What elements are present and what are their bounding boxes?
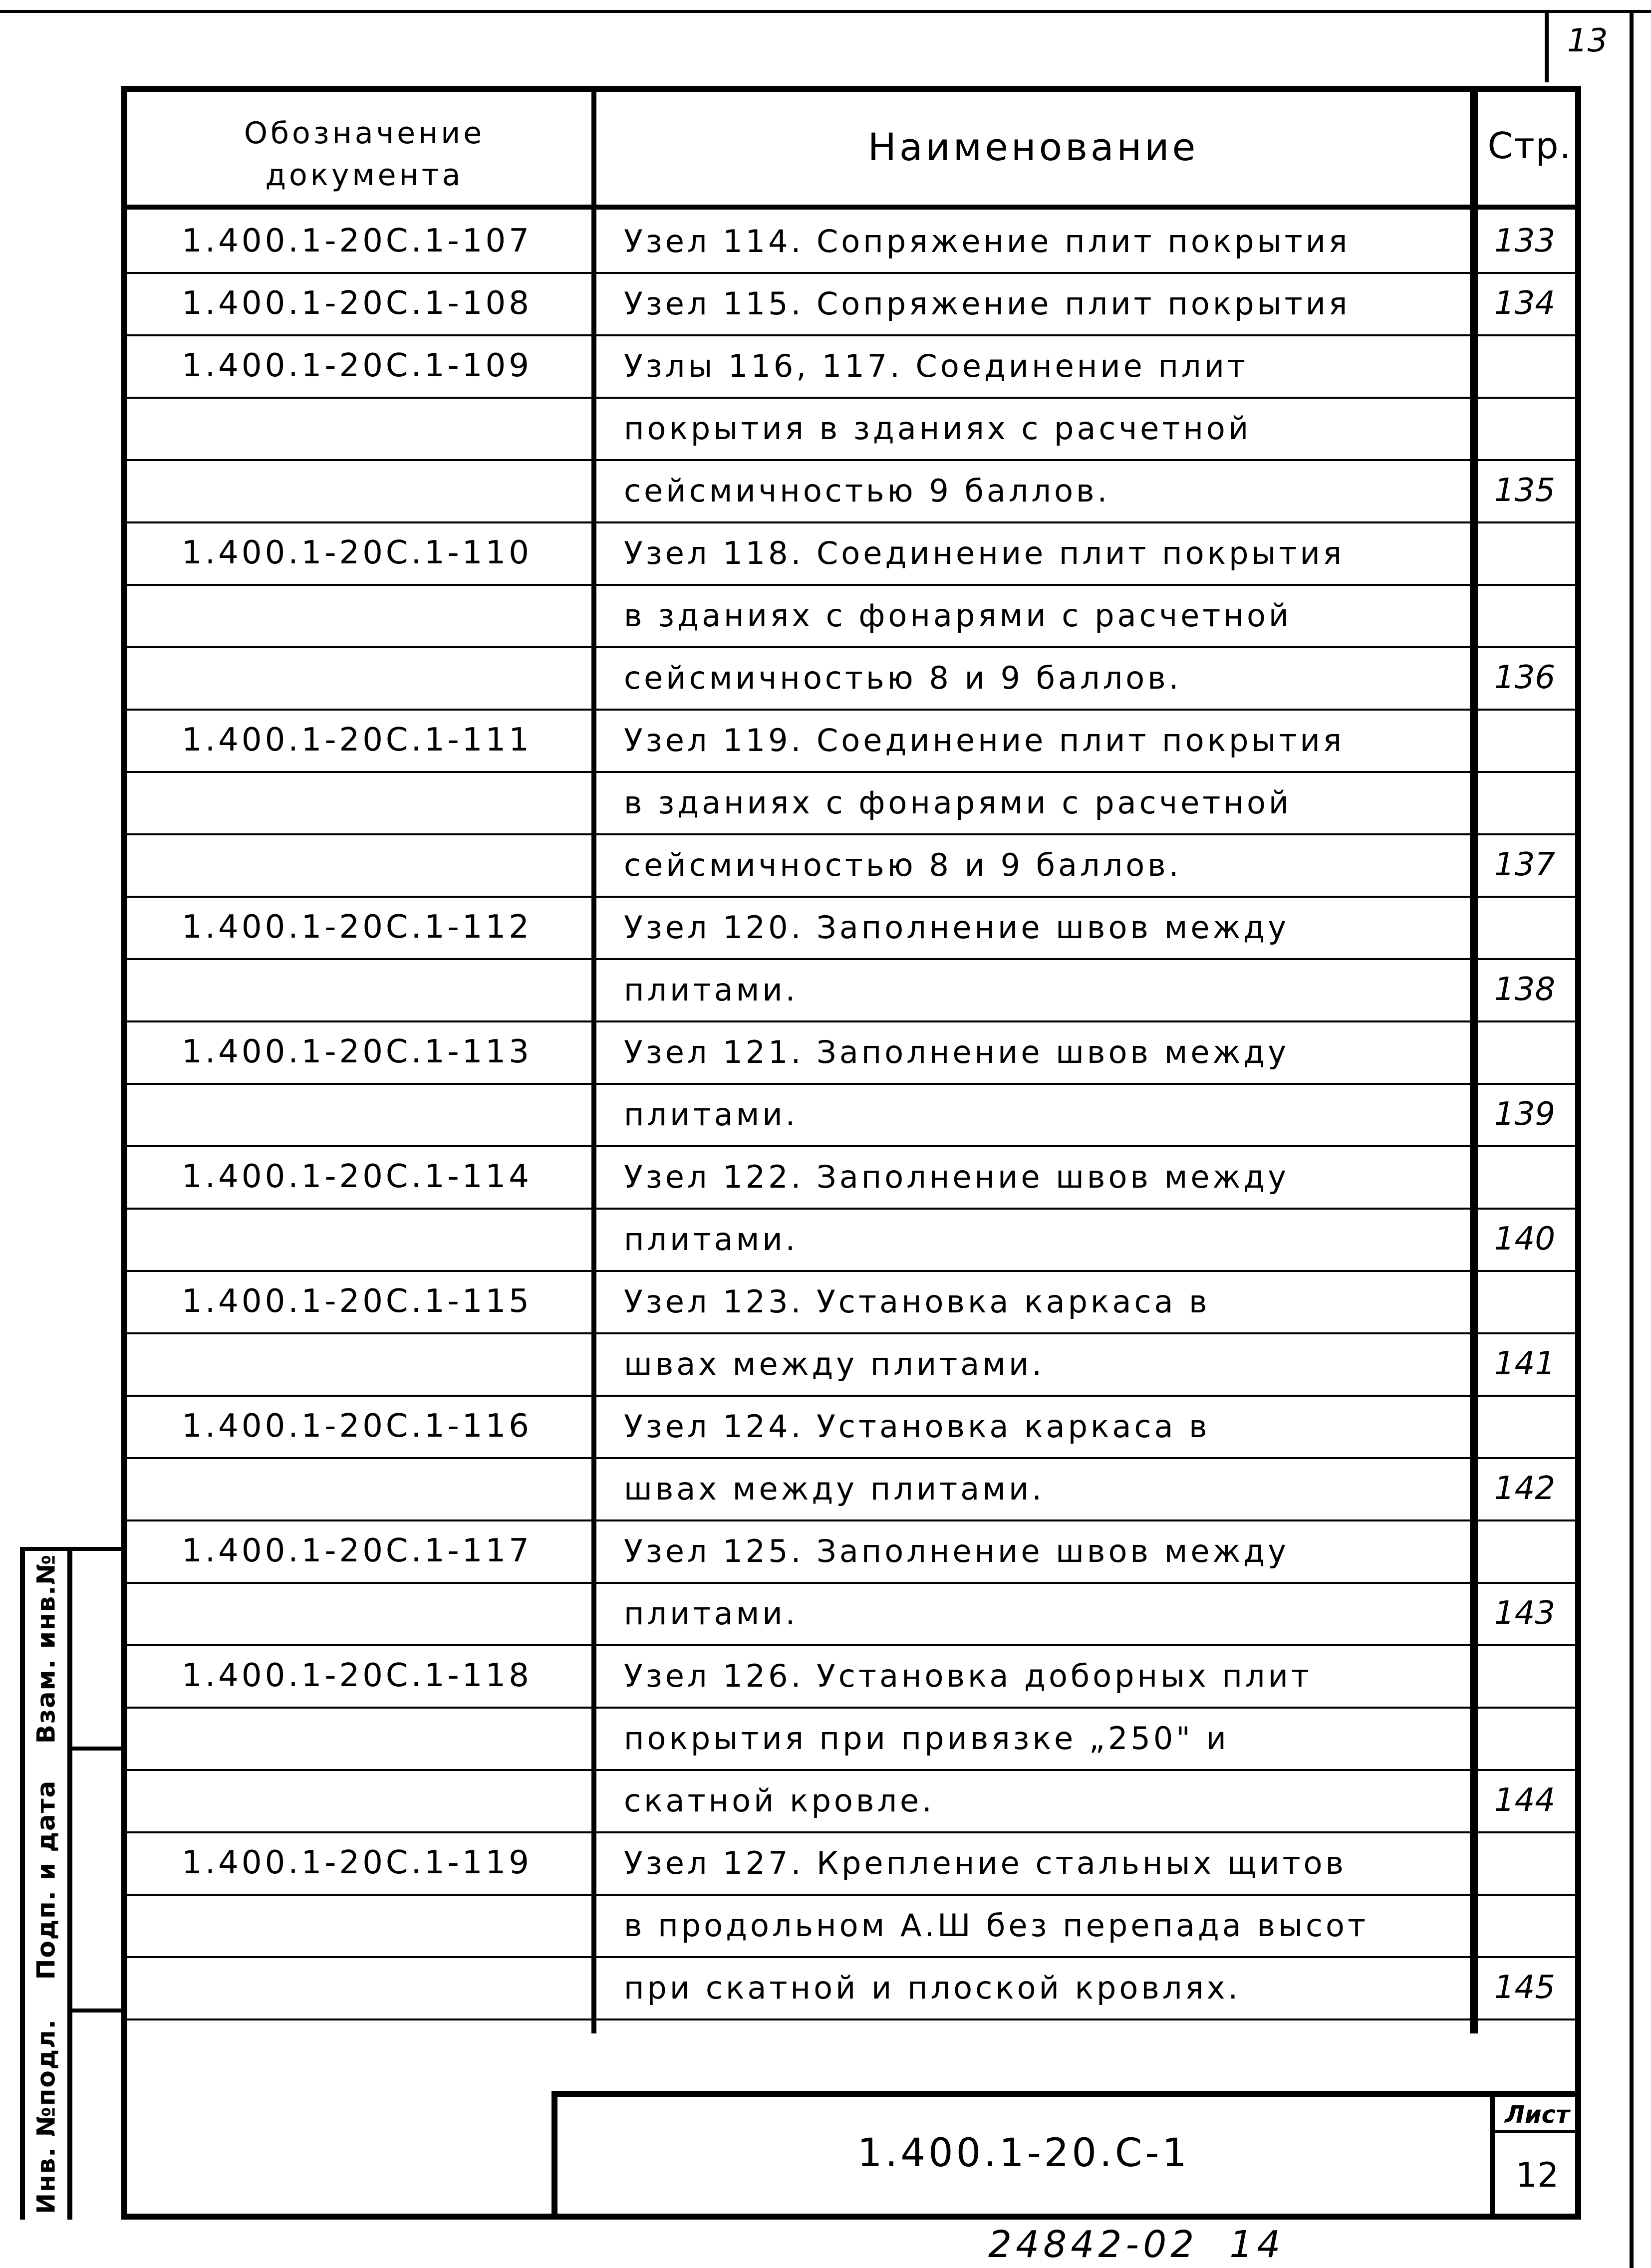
row-page (1485, 1020, 1565, 1083)
table-row (0, 272, 1651, 335)
row-page (1485, 1894, 1565, 1957)
corner-divider (1545, 10, 1549, 82)
side-stamp-sign (22, 1751, 70, 2009)
row-page (1485, 1145, 1565, 1208)
row-name: покрытия при привязке „250" и (624, 1720, 1229, 1757)
row-code (125, 1457, 589, 1520)
table-row (0, 334, 1651, 397)
row-name: сейсмичностью 8 и 9 баллов. (624, 846, 1182, 883)
table-row (0, 1644, 1651, 1707)
row-page: 144 (1494, 1782, 1556, 1819)
row-page: 139 (1494, 1096, 1556, 1133)
row-code: 1.400.1-20С.1-117 (182, 1532, 532, 1569)
row-code (125, 459, 589, 522)
row-page (1485, 397, 1565, 460)
table-row (0, 1582, 1651, 1645)
table-row (0, 210, 1651, 272)
row-name: Узел 119. Соединение плит покрытия (624, 722, 1345, 758)
table-row (0, 1831, 1651, 1894)
side-stamp-top-line (20, 1547, 121, 1551)
row-code: 1.400.1-20С.1-115 (182, 1283, 532, 1320)
row-page (1485, 521, 1565, 584)
row-code (125, 646, 589, 709)
row-name: в продольном А.Ш без перепада высот (624, 1907, 1369, 1944)
table-row (0, 1083, 1651, 1146)
row-name: Узел 120. Заполнение швов между (624, 909, 1289, 946)
row-page (1485, 896, 1565, 959)
row-name: плитами. (624, 1221, 799, 1258)
row-code: 1.400.1-20С.1-119 (182, 1844, 532, 1881)
row-page: 142 (1494, 1470, 1556, 1507)
row-code (125, 584, 589, 647)
row-page: 141 (1494, 1345, 1556, 1382)
row-name: Узел 122. Заполнение швов между (624, 1158, 1289, 1195)
footer-number: 24842-02 14 (988, 2223, 1285, 2266)
row-page: 138 (1494, 971, 1556, 1008)
table-row (0, 896, 1651, 959)
row-page: 140 (1494, 1221, 1556, 1258)
row-page (1485, 1270, 1565, 1333)
row-code (125, 958, 589, 1021)
row-page (1485, 709, 1565, 771)
row-page (1485, 334, 1565, 397)
row-page: 137 (1494, 846, 1556, 883)
title-block-sheet-label: Лист (1505, 2101, 1570, 2129)
header-code-label: Обозначение документа (244, 116, 485, 193)
row-page: 133 (1494, 223, 1556, 259)
row-name: Узел 125. Заполнение швов между (624, 1532, 1289, 1569)
row-page: 135 (1494, 472, 1556, 509)
row-code (125, 771, 589, 834)
row-page (1485, 771, 1565, 834)
row-name: швах между плитами. (624, 1470, 1045, 1507)
table-row (0, 1020, 1651, 1083)
table-row (0, 1894, 1651, 1957)
row-code: 1.400.1-20С.1-116 (182, 1408, 532, 1445)
table-row (0, 1332, 1651, 1395)
row-name: Узел 127. Крепление стальных щитов (624, 1844, 1347, 1881)
table-row (0, 709, 1651, 771)
table-row (0, 521, 1651, 584)
row-name: Узлы 116, 117. Соединение плит (624, 347, 1249, 384)
row-code (125, 833, 589, 896)
title-block-left-line (551, 2091, 557, 2220)
row-name: скатной кровле. (624, 1782, 935, 1819)
row-code (125, 1769, 589, 1832)
row-name: плитами. (624, 1595, 799, 1632)
row-code: 1.400.1-20С.1-107 (182, 223, 532, 259)
row-name: Узел 121. Заполнение швов между (624, 1033, 1289, 1070)
header-page-col (1477, 125, 1582, 167)
row-code: 1.400.1-20С.1-109 (182, 347, 532, 384)
side-stamp-sign-label: Подп. и дата (31, 1779, 61, 1980)
sheet-top-border (0, 10, 1651, 13)
side-stamp-inv (22, 2013, 70, 2220)
row-page (1485, 584, 1565, 647)
row-code (125, 1956, 589, 2019)
row-page: 134 (1494, 285, 1556, 322)
title-block-top-line (551, 2091, 1581, 2097)
side-stamp-divider (67, 2009, 121, 2013)
row-name: швах между плитами. (624, 1345, 1045, 1382)
table-row (0, 1208, 1651, 1270)
row-name: Узел 115. Сопряжение плит покрытия (624, 285, 1351, 322)
title-block-sheet-divider (1490, 2091, 1495, 2220)
table-row (0, 1145, 1651, 1208)
row-name: Узел 118. Соединение плит покрытия (624, 534, 1345, 571)
row-code: 1.400.1-20С.1-108 (182, 285, 532, 322)
row-page (1485, 1831, 1565, 1894)
row-code: 1.400.1-20С.1-110 (182, 534, 532, 571)
table-row (0, 1707, 1651, 1769)
row-name: сейсмичностью 9 баллов. (624, 472, 1110, 509)
row-name: Узел 114. Сопряжение плит покрытия (624, 223, 1351, 259)
table-row (0, 1519, 1651, 1582)
row-name: плитами. (624, 1096, 799, 1133)
row-name: в зданиях с фонарями с расчетной (624, 597, 1292, 634)
row-name: Узел 123. Установка каркаса в (624, 1283, 1210, 1320)
table-row (0, 958, 1651, 1021)
row-code (125, 1582, 589, 1645)
table-row (0, 1395, 1651, 1458)
row-code: 1.400.1-20С.1-113 (182, 1033, 532, 1070)
row-code (125, 1894, 589, 1957)
row-code (125, 1332, 589, 1395)
row-page: 136 (1494, 659, 1556, 696)
row-page: 145 (1494, 1969, 1556, 2006)
table-row (0, 771, 1651, 834)
title-block-sheet-line (1490, 2130, 1581, 2133)
side-stamp-inv-label: Инв. №подл. (31, 2018, 61, 2214)
side-stamp-divider (67, 1747, 121, 1751)
row-code: 1.400.1-20С.1-118 (182, 1657, 532, 1694)
table-row (0, 1956, 1651, 2019)
row-name: покрытия в зданиях с расчетной (624, 410, 1252, 447)
row-name: Узел 124. Установка каркаса в (624, 1408, 1210, 1445)
header-page-label: Стр. (1487, 125, 1572, 167)
row-code (125, 1707, 589, 1769)
row-name: в зданиях с фонарями с расчетной (624, 784, 1292, 821)
row-code: 1.400.1-20С.1-112 (182, 909, 532, 946)
row-code: 1.400.1-20С.1-114 (182, 1158, 532, 1195)
table-row (0, 584, 1651, 647)
row-name: при скатной и плоской кровлях. (624, 1969, 1241, 2006)
header-bottom-line (121, 205, 1581, 210)
table-row (0, 1270, 1651, 1333)
row-page (1485, 1644, 1565, 1707)
side-stamp-vzam-label: Взам. инв.№ (31, 1553, 61, 1744)
row-page: 143 (1494, 1595, 1556, 1632)
table-row (0, 646, 1651, 709)
table-row (0, 833, 1651, 896)
sheet-corner-number: 13 (1567, 22, 1608, 59)
row-page (1485, 1519, 1565, 1582)
title-block-sheet-number: 12 (1515, 2156, 1559, 2195)
row-page (1485, 1395, 1565, 1458)
header-name-label: Наименование (867, 125, 1199, 169)
table-row (0, 1769, 1651, 1832)
table-row (0, 459, 1651, 522)
header-name-col (596, 125, 1470, 169)
table-row (0, 1457, 1651, 1520)
row-code (125, 397, 589, 460)
row-name: плитами. (624, 971, 799, 1008)
row-page (1485, 1707, 1565, 1769)
header-code-col (145, 112, 584, 202)
title-block-doc-code: 1.400.1-20.С-1 (857, 2131, 1190, 2176)
row-code (125, 1083, 589, 1146)
row-name: Узел 126. Установка доборных плит (624, 1657, 1312, 1694)
row-name: сейсмичностью 8 и 9 баллов. (624, 659, 1182, 696)
row-code (125, 1208, 589, 1270)
side-stamp-vzam (22, 1551, 70, 1747)
table-row (0, 397, 1651, 460)
row-code: 1.400.1-20С.1-111 (182, 722, 532, 758)
